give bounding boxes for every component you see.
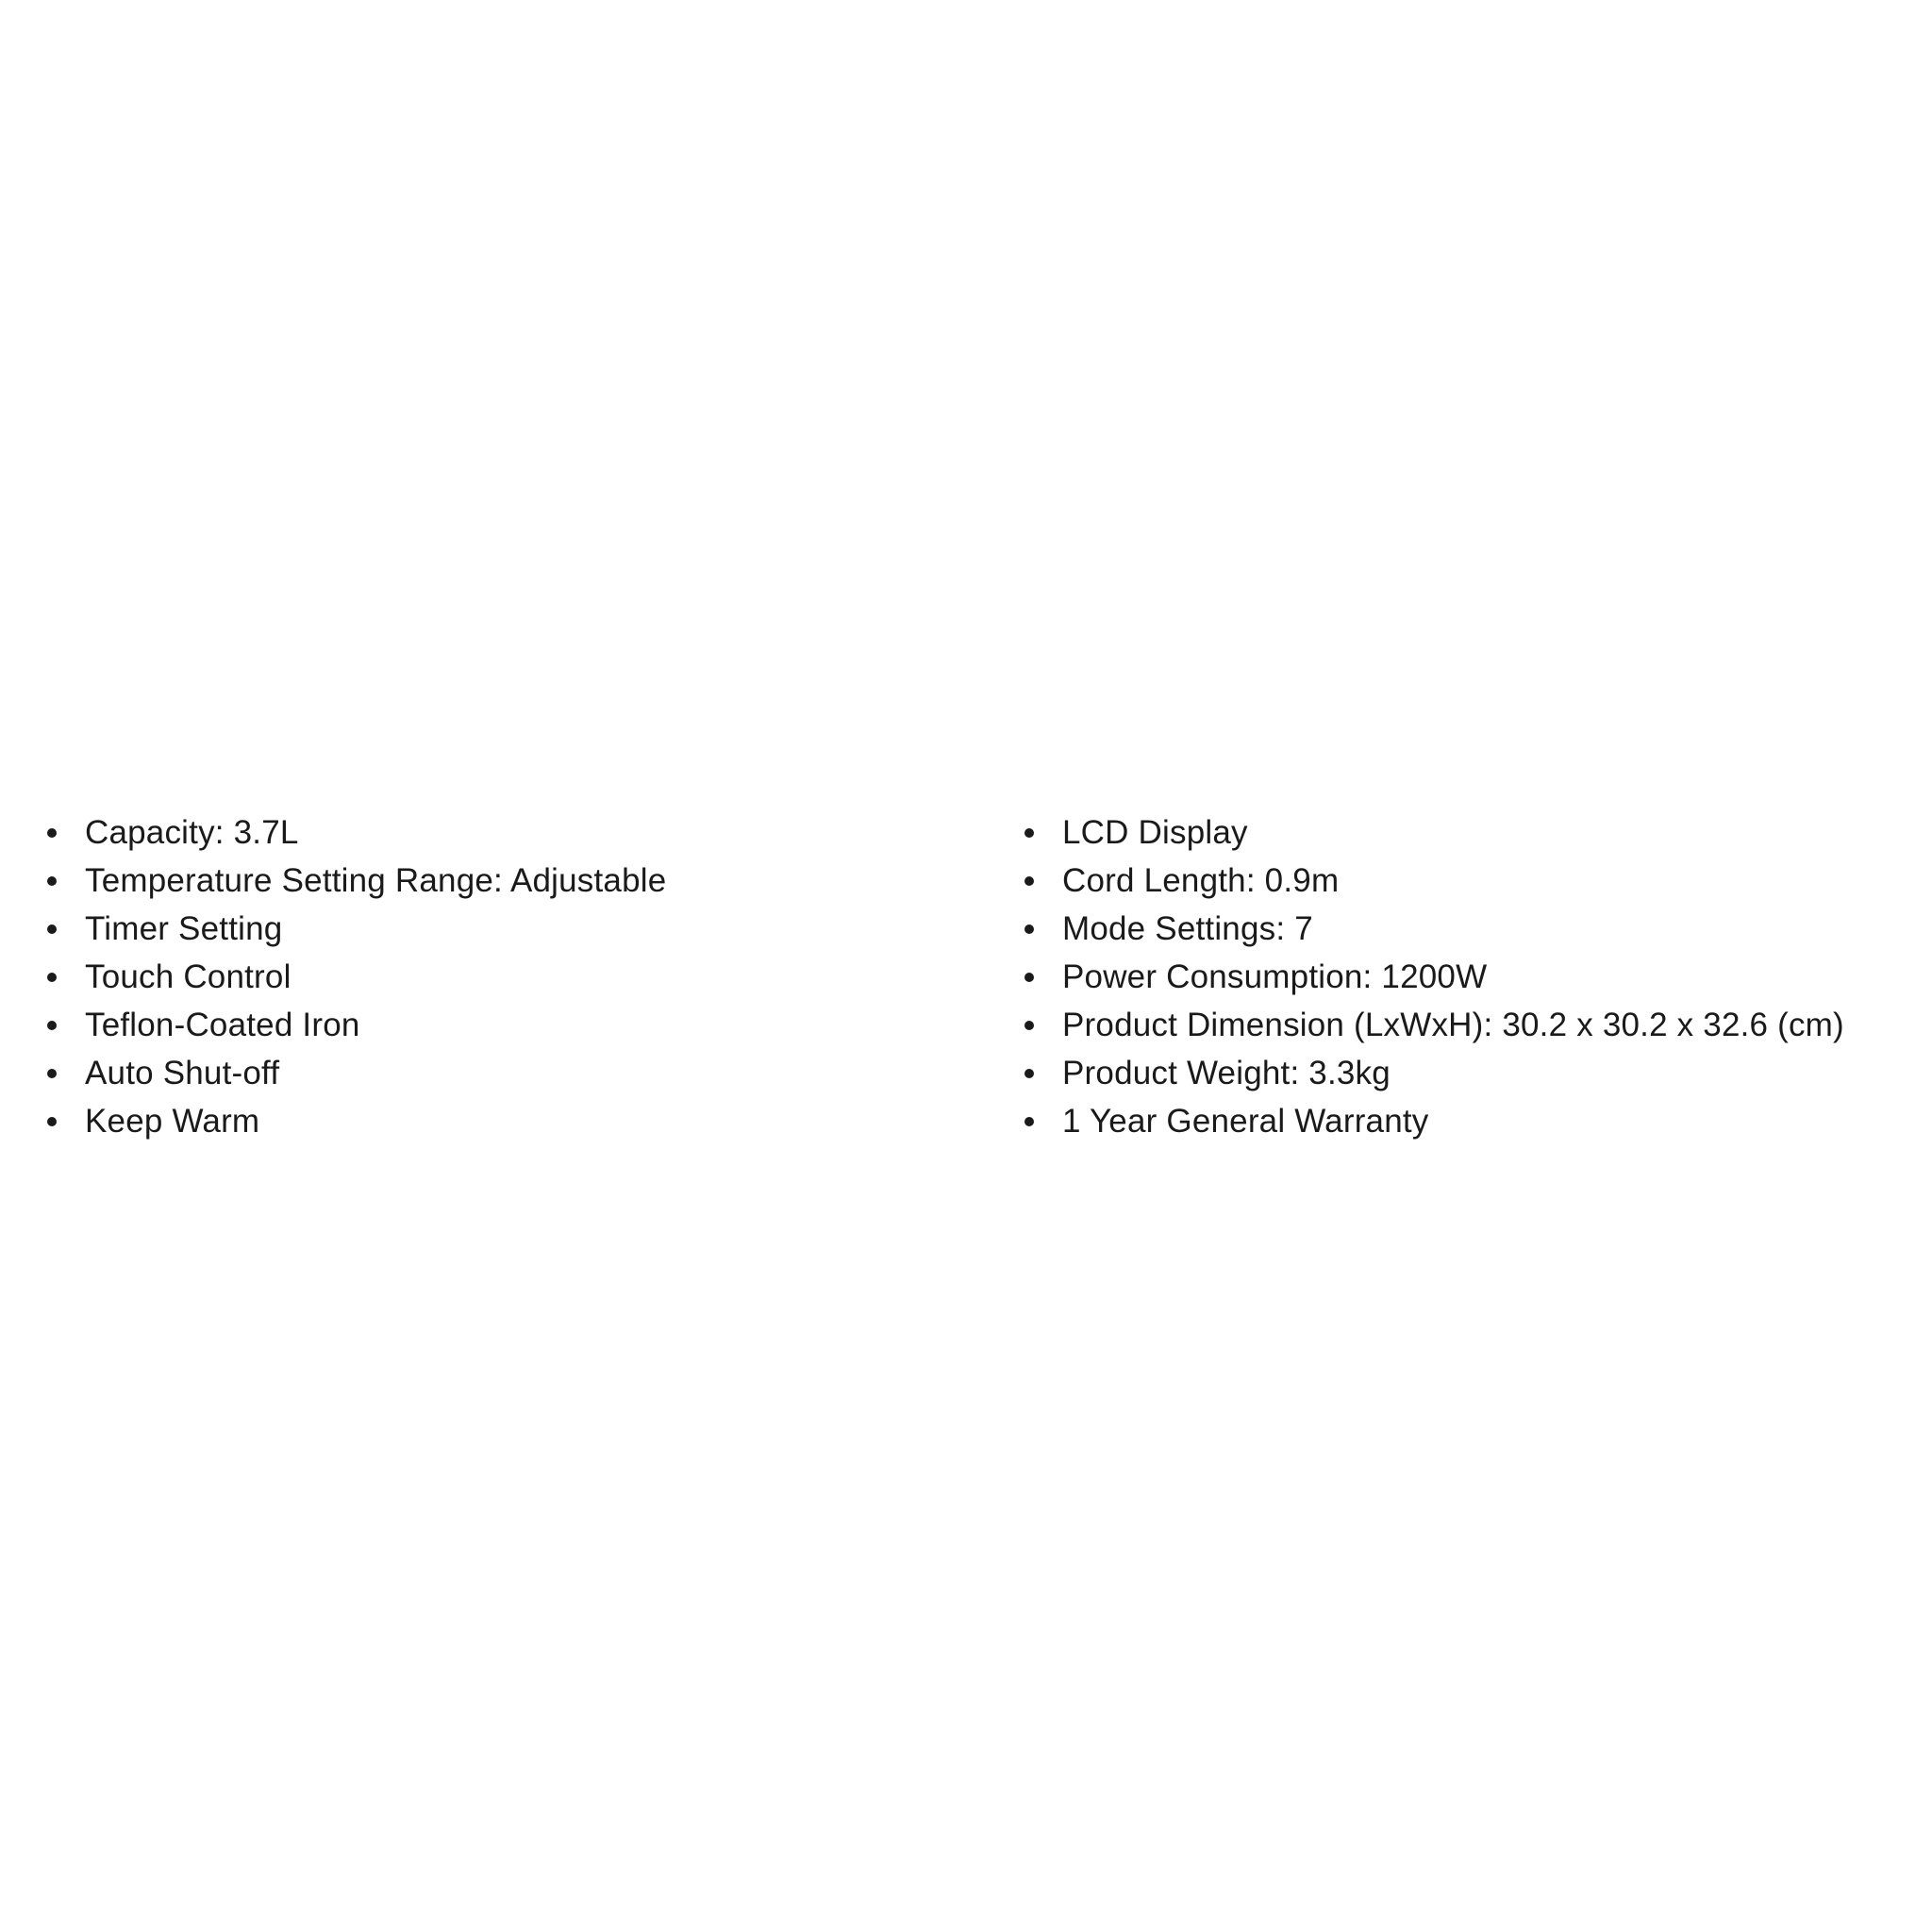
list-item	[1023, 953, 1844, 1001]
spec-text: 1 Year General Warranty	[1062, 1103, 1429, 1140]
list-item	[45, 953, 666, 1001]
list-item	[45, 808, 666, 857]
spec-text: Temperature Setting Range: Adjustable	[85, 862, 667, 899]
spec-text: Keep Warm	[85, 1103, 260, 1140]
list-item	[1023, 808, 1844, 857]
spec-text: Cord Length: 0.9m	[1062, 862, 1340, 899]
bullet-icon	[47, 828, 57, 838]
spec-text: Product Weight: 3.3kg	[1062, 1055, 1391, 1091]
bullet-icon	[1024, 1021, 1034, 1030]
spec-text: Product Dimension (LxWxH): 30.2 x 30.2 x 32.6 (cm)	[1062, 1007, 1844, 1043]
list-item	[45, 1097, 666, 1145]
bullet-icon	[1024, 973, 1034, 982]
bullet-icon	[47, 1117, 57, 1126]
bullet-icon	[47, 1021, 57, 1030]
list-item	[45, 1049, 666, 1097]
spec-text: Mode Settings: 7	[1062, 910, 1313, 947]
bullet-icon	[47, 876, 57, 886]
spec-list-right	[1023, 808, 1844, 1145]
spec-text: Auto Shut-off	[85, 1055, 280, 1091]
bullet-icon	[1024, 1069, 1034, 1078]
list-item	[1023, 1001, 1844, 1049]
spec-text: Touch Control	[85, 958, 291, 995]
list-item	[1023, 905, 1844, 953]
list-item	[45, 857, 666, 905]
bullet-icon	[1024, 876, 1034, 886]
list-item	[45, 1001, 666, 1049]
spec-text: LCD Display	[1062, 814, 1248, 851]
list-item	[1023, 1097, 1844, 1145]
spec-text: Power Consumption: 1200W	[1062, 958, 1488, 995]
spec-text: Teflon-Coated Iron	[85, 1007, 360, 1043]
list-item	[1023, 1049, 1844, 1097]
spec-list-left	[45, 808, 666, 1145]
spec-text: Timer Setting	[85, 910, 283, 947]
bullet-icon	[1024, 924, 1034, 934]
list-item	[1023, 857, 1844, 905]
list-item	[45, 905, 666, 953]
bullet-icon	[47, 973, 57, 982]
bullet-icon	[1024, 828, 1034, 838]
bullet-icon	[47, 1069, 57, 1078]
bullet-icon	[47, 924, 57, 934]
bullet-icon	[1024, 1117, 1034, 1126]
spec-text: Capacity: 3.7L	[85, 814, 299, 851]
